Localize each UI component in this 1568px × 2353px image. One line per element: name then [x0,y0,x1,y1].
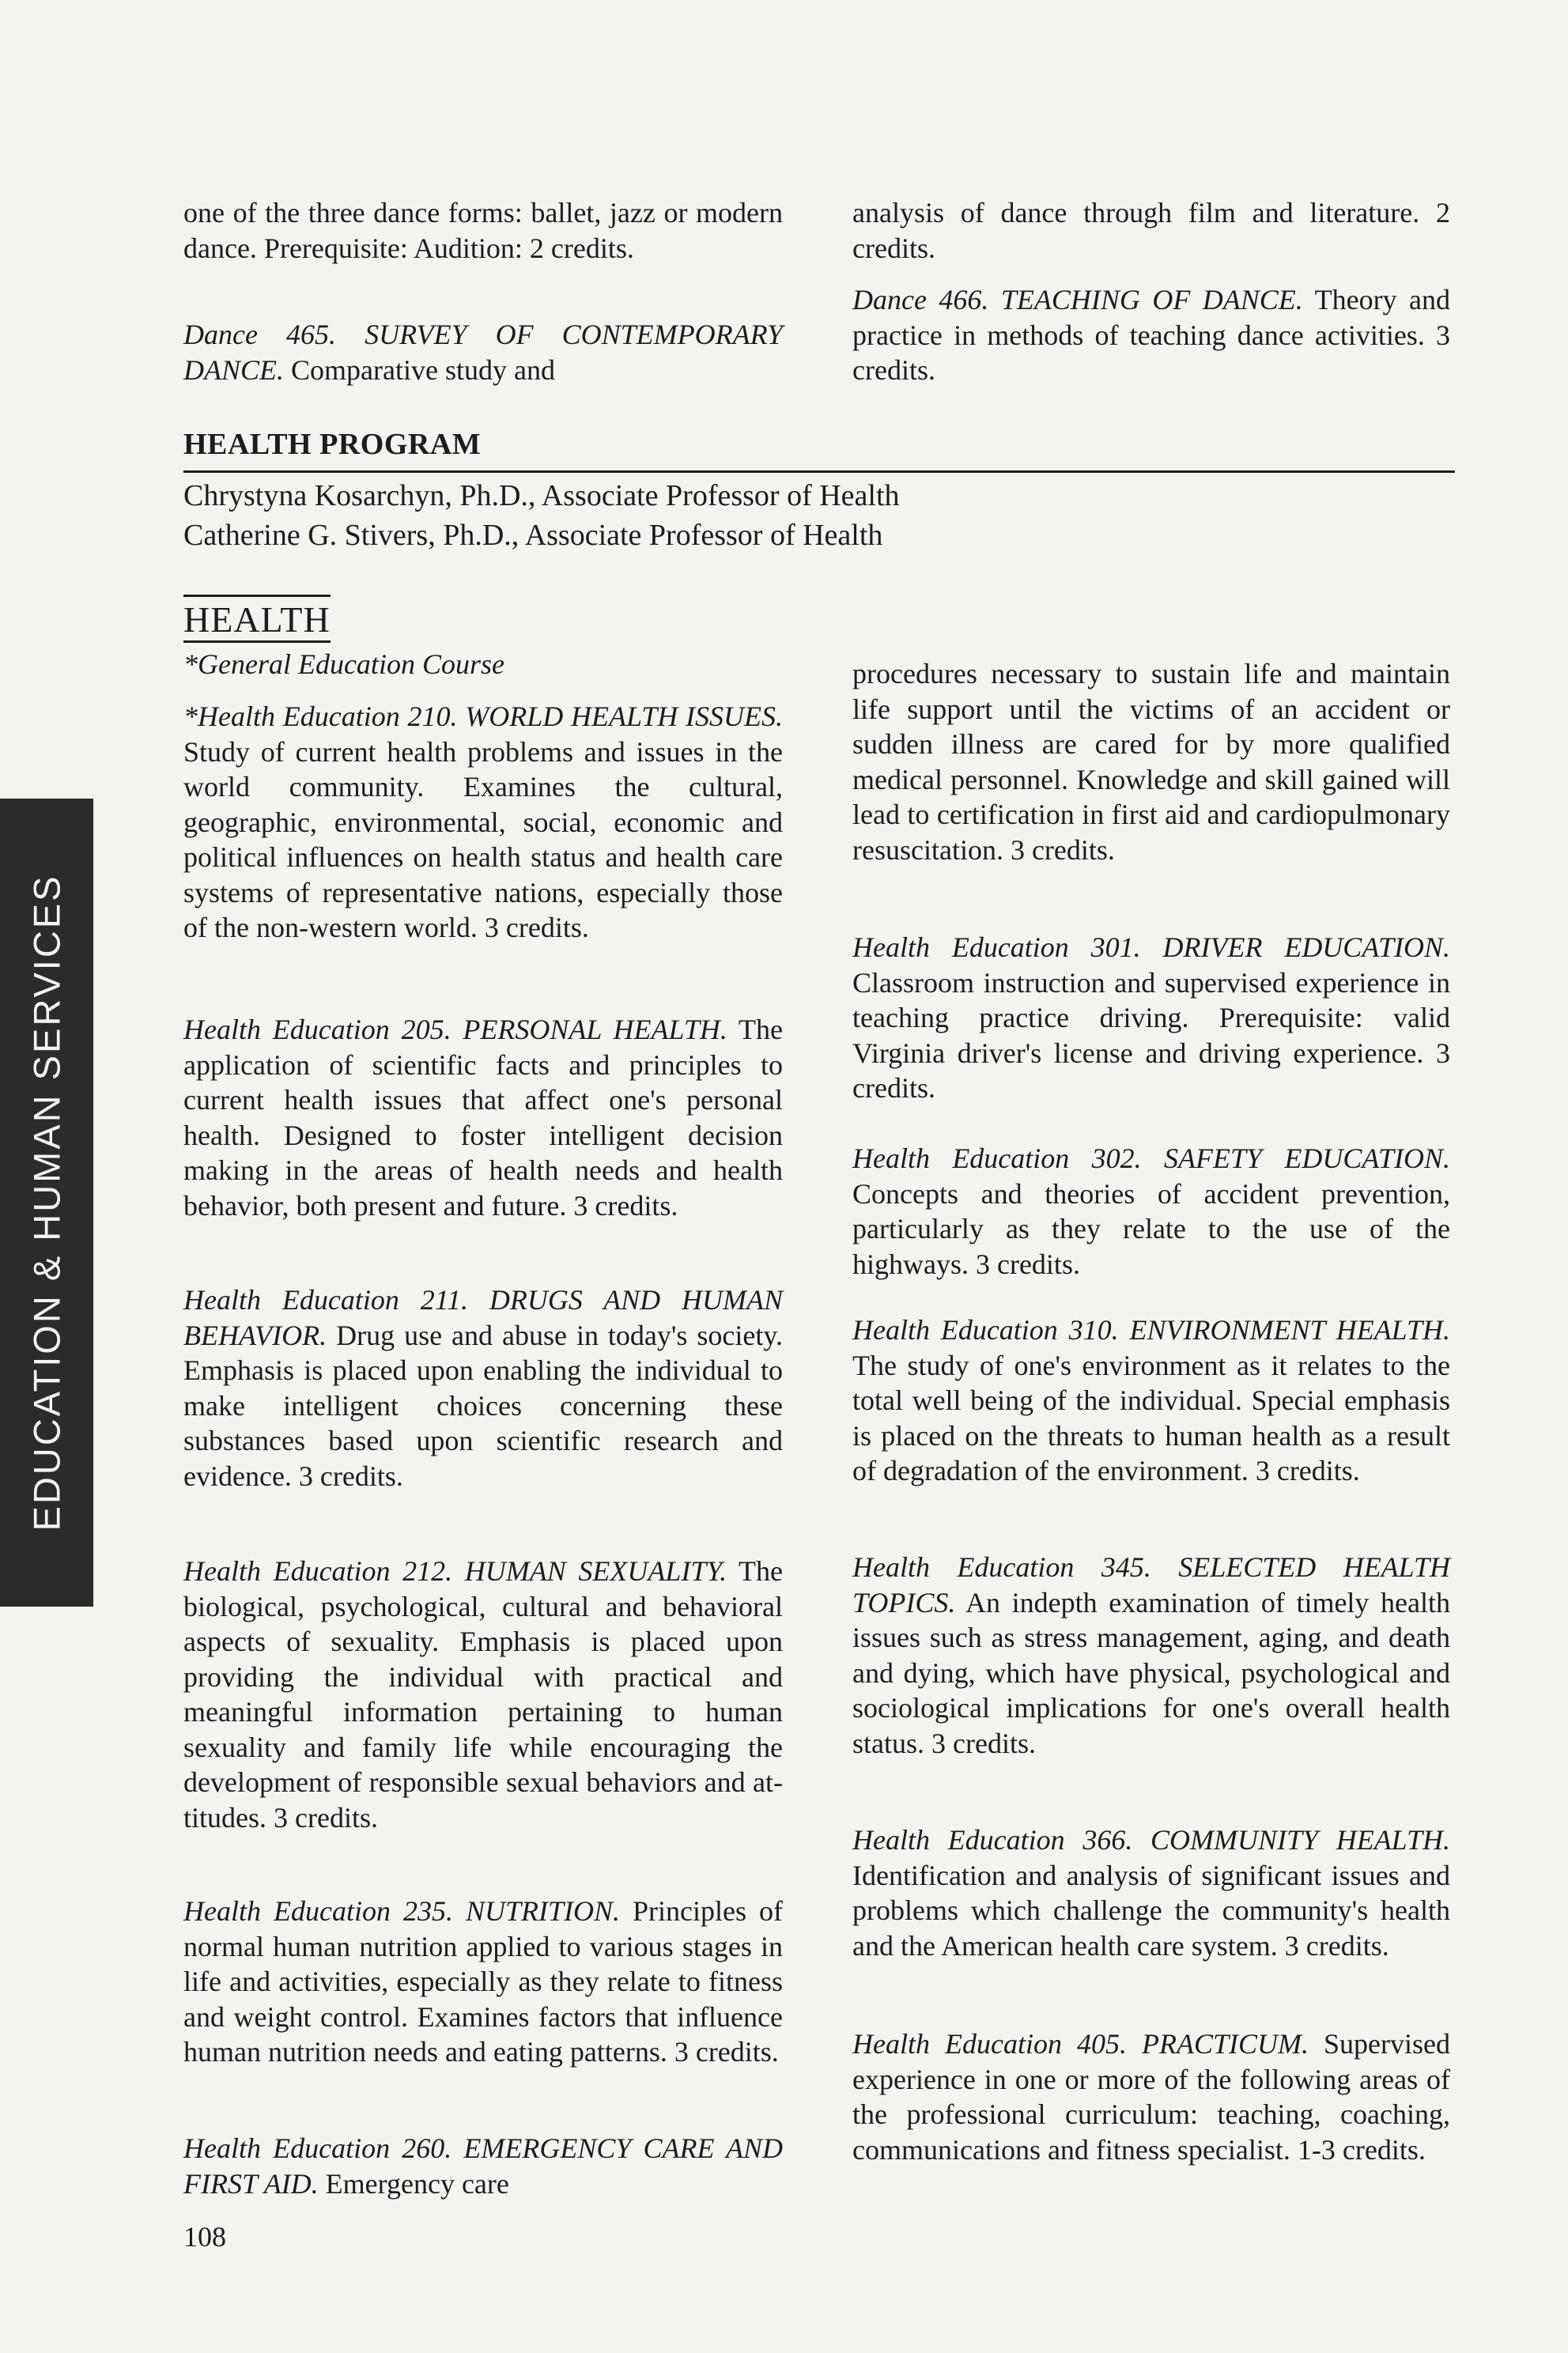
course-entry [852,1822,1450,1963]
course-entry [183,2131,783,2201]
course-entry [183,1894,783,2070]
course-heading: Health Education 212. HUMAN SEXUALITY. [183,1555,727,1587]
course-description: Emergency care [325,2167,509,2200]
course-entry [183,1282,783,1494]
course-description: The biological, psychological, cultural and behavioral aspects of sexuality. Emphasis is placed upon providing the individual with practical and meaningful information pertaining to human sexuality and family life while encouraging the development of responsible sexual behaviors and attitudes. 3 credits. [183,1555,783,1834]
course-heading: Health Education 235. NUTRITION. [183,1895,621,1927]
course-description: Identification and analysis of significant issues and problems which challenge the community's health and the American health care system. 3 credits. [852,1859,1450,1962]
course-heading: Health Education 345. SELECTED HEALTH TOPICS. [852,1551,1450,1618]
course-entry [183,699,783,946]
course-entry [852,1550,1450,1761]
course-entry [852,1141,1450,1282]
course-description: procedures necessary to sustain life and maintain life support until the victims of an accident or sudden illness are cared for by more qualified medical personnel. Knowledge and skill gained will lead to certification in first aid and cardiopulmonary resuscitation. 3 credits. [852,658,1450,866]
course-entry [183,1554,783,1835]
course-description: An indepth examination of timely health issues such as stress management, aging, and death and dying, which have physical, psychological and sociological implications for one's overall health status. 3 credits. [852,1586,1451,1759]
general-education-label: *General Education Course [183,648,504,680]
side-tab-label: EDUCATION & HUMAN SERVICES [25,874,68,1532]
course-description: Principles of normal human nutrition applied to various stages in life and activities, especially as they relate to fitness and weight control. Examines factors that influence human nutrition needs and eating patterns. 3 credits. [183,1895,784,2068]
general-education-note [183,647,783,682]
course-heading: Health Education 260. EMERGENCY CARE AND FIRST AID. [183,2132,783,2200]
dance-continuation-right [852,195,1450,266]
program-divider [183,470,1455,473]
course-entry-continuation [852,656,1450,867]
course-heading: *Health Education 210. WORLD HEALTH ISSUES. [183,701,783,732]
course-description: Study of current health problems and issues in the world community. Examines the cultural, geographic, environmental, social, economic and political influences on health status and health care systems of representative nations, especially those of the non-western world. 3 credits. [183,735,783,943]
course-heading: Dance 465. SURVEY OF CONTEMPORARY DANCE. [183,319,783,386]
section-side-tab [0,799,93,1607]
dance-continuation-left [183,195,783,266]
dance-continuation-text: analysis of dance through film and literature. 2 credits. [852,197,1450,264]
course-description: Concepts and theories of accident prevention, particularly as they relate to the use of the highways. 3 credits. [852,1177,1450,1280]
course-description: Drug use and abuse in today's society. Emphasis is placed upon enabling the individual to make intelligent choices concerning these substances based upon scientific research and evidence. 3 credits. [183,1319,784,1492]
faculty-member: Catherine G. Stivers, Ph.D., Associate Professor of Health [183,519,883,552]
course-entry-dance-466 [852,282,1450,388]
course-description: The application of scientific facts and principles to current health issues that affect one's personal health. Designed to foster intelligent decision making in the areas of health needs and health behavior, both present and future. 3 credits. [183,1014,783,1222]
course-heading: Health Education 211. DRUGS AND HUMAN BEHAVIOR. [183,1284,783,1351]
section-title: HEALTH [183,595,331,643]
course-heading: Health Education 301. DRIVER EDUCATION. [852,931,1450,963]
course-heading: Health Education 310. ENVIRONMENT HEALTH. [852,1314,1450,1346]
course-heading: Health Education 205. PERSONAL HEALTH. [183,1014,727,1045]
dance-continuation-text: one of the three dance forms: ballet, jazz or modern dance. Prerequisite: Audition: 2 credits. [183,197,783,264]
program-heading: HEALTH PROGRAM [183,428,482,461]
course-entry [852,2026,1450,2167]
course-description: Theory and practice in methods of teaching dance activities. 3 credits. [852,284,1450,386]
course-description: Classroom instruction and supervised experience in teaching practice driving. Prerequisite: valid Virginia driver's license and driving experience. 3 credits. [852,966,1450,1104]
course-description: Comparative study and [291,353,555,386]
course-entry [183,1012,783,1223]
course-heading: Dance 466. TEACHING OF DANCE. [852,284,1303,315]
course-entry-dance-465 [183,317,783,387]
course-description: Supervised experience in one or more of the following areas of the professional curriculum: teaching, coaching, communications and fitness specialist. 1-3 credits. [852,2028,1450,2166]
course-heading: Health Education 405. PRACTICUM. [852,2028,1309,2060]
course-heading: Health Education 302. SAFETY EDUCATION. [852,1143,1450,1174]
page-number: 108 [183,2221,226,2253]
faculty-member: Chrystyna Kosarchyn, Ph.D., Associate Professor of Health [183,479,900,512]
course-entry [852,930,1450,1106]
course-heading: Health Education 366. COMMUNITY HEALTH. [852,1824,1450,1856]
course-description: The study of one's environment as it relates to the total well being of the individual. Special emphasis is placed on the threats to human health as a result of degradation of the environment. 3 credits. [852,1349,1450,1486]
course-entry [852,1312,1450,1489]
